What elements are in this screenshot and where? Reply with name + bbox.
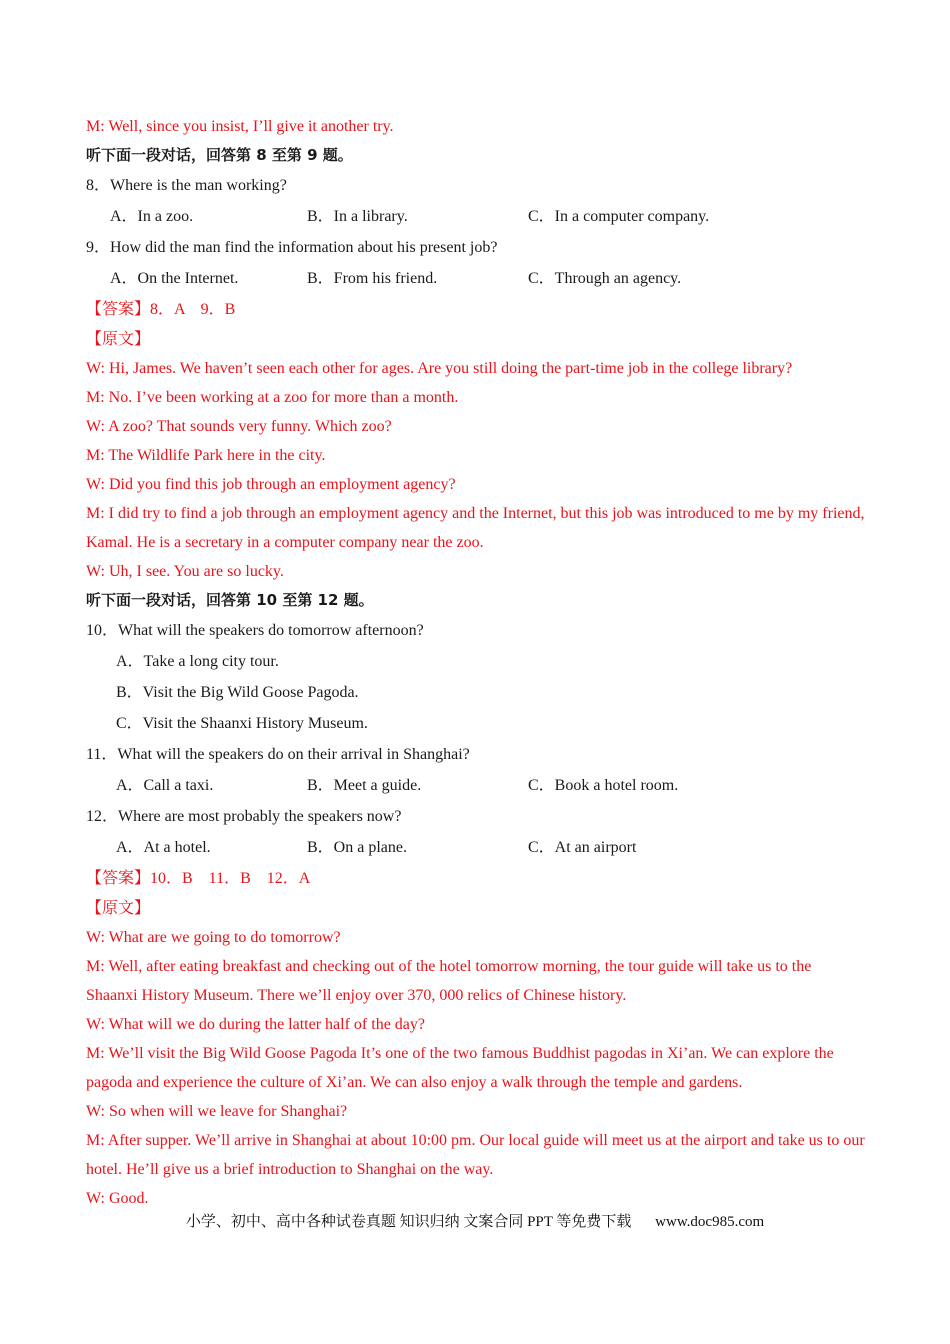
question-stem: 12．Where are most probably the speakers now? — [86, 808, 402, 825]
answer-key: 【答案】8．A 9．B — [86, 301, 236, 318]
question-stem: 9．How did the man find the information about his present job? — [86, 239, 498, 256]
option-row — [86, 201, 866, 232]
option-row — [86, 832, 866, 863]
transcript-line: M: We’ll visit the Big Wild Goose Pagoda It’s one of the two famous Buddhist pagodas in Xi’an. We can explore the pagoda and experience the culture of Xi’an. We can also enjoy a walk through the temple and gardens. — [86, 1045, 834, 1091]
footer-text: 小学、初中、高中各种试卷真题 知识归纳 文案合同 PPT 等免费下载 — [185, 1214, 632, 1230]
transcript-line: W: Did you find this job through an employment agency? — [86, 476, 456, 493]
option-c: C．Book a hotel room. — [528, 777, 679, 794]
answer-key: 【答案】10．B 11．B 12．A — [86, 870, 311, 887]
option-b: B．Visit the Big Wild Goose Pagoda. — [116, 684, 359, 701]
transcript-label: 【原文】 — [86, 331, 151, 348]
option-b: B．Meet a guide. — [307, 777, 422, 794]
option-b: B．From his friend. — [307, 270, 438, 287]
transcript-label: 【原文】 — [86, 900, 151, 917]
document-page — [86, 112, 866, 1213]
transcript-line: M: Well, since you insist, I’ll give it another try. — [86, 118, 394, 135]
option-c: C．At an airport — [528, 839, 637, 856]
question-stem: 8．Where is the man working? — [86, 177, 287, 194]
transcript-line: M: Well, after eating breakfast and checking out of the hotel tomorrow morning, the tour guide will take us to the Shaanxi History Museum. There we’ll enjoy over 370, 000 relics of Chinese history. — [86, 958, 812, 1004]
transcript-line: W: So when will we leave for Shanghai? — [86, 1103, 348, 1120]
option-a: A．On the Internet. — [110, 270, 239, 287]
transcript-line: W: What are we going to do tomorrow? — [86, 929, 341, 946]
transcript-line: W: What will we do during the latter half of the day? — [86, 1016, 425, 1033]
option-c: C．In a computer company. — [528, 208, 710, 225]
transcript-line: W: Hi, James. We haven’t seen each other for ages. Are you still doing the part-time job in the college library? — [86, 360, 793, 377]
transcript-line: W: Good. — [86, 1190, 149, 1207]
footer-site-link[interactable]: www.doc985.com — [655, 1214, 765, 1230]
question-stem: 11．What will the speakers do on their arrival in Shanghai? — [86, 746, 470, 763]
option-a: A．In a zoo. — [110, 208, 194, 225]
transcript-line: W: A zoo? That sounds very funny. Which zoo? — [86, 418, 392, 435]
option-b: B．On a plane. — [307, 839, 407, 856]
option-b: B．In a library. — [307, 208, 408, 225]
option-c: C．Visit the Shaanxi History Museum. — [116, 715, 368, 732]
transcript-line: M: After supper. We’ll arrive in Shanghai at about 10:00 pm. Our local guide will meet us at the airport and take us to our hotel. He’ll give us a brief introduction to Shanghai on the way. — [86, 1132, 865, 1178]
option-a: A．Call a taxi. — [116, 777, 214, 794]
section-heading: 听下面一段对话，回答第 10 至第 12 题。 — [86, 591, 374, 609]
transcript-line: W: Uh, I see. You are so lucky. — [86, 563, 284, 580]
question-stem: 10．What will the speakers do tomorrow afternoon? — [86, 622, 424, 639]
transcript-line: M: The Wildlife Park here in the city. — [86, 447, 326, 464]
transcript-line: M: I did try to find a job through an employment agency and the Internet, but this job was introduced to me by my friend, Kamal. He is a secretary in a computer company near the zoo. — [86, 505, 865, 551]
transcript-line: M: No. I’ve been working at a zoo for more than a month. — [86, 389, 459, 406]
option-row — [86, 263, 866, 294]
option-row — [86, 770, 866, 801]
option-a: A．At a hotel. — [116, 839, 211, 856]
option-c: C．Through an agency. — [528, 270, 682, 287]
page-footer — [0, 1210, 950, 1231]
section-heading: 听下面一段对话，回答第 8 至第 9 题。 — [86, 146, 353, 164]
option-a: A．Take a long city tour. — [116, 653, 279, 670]
